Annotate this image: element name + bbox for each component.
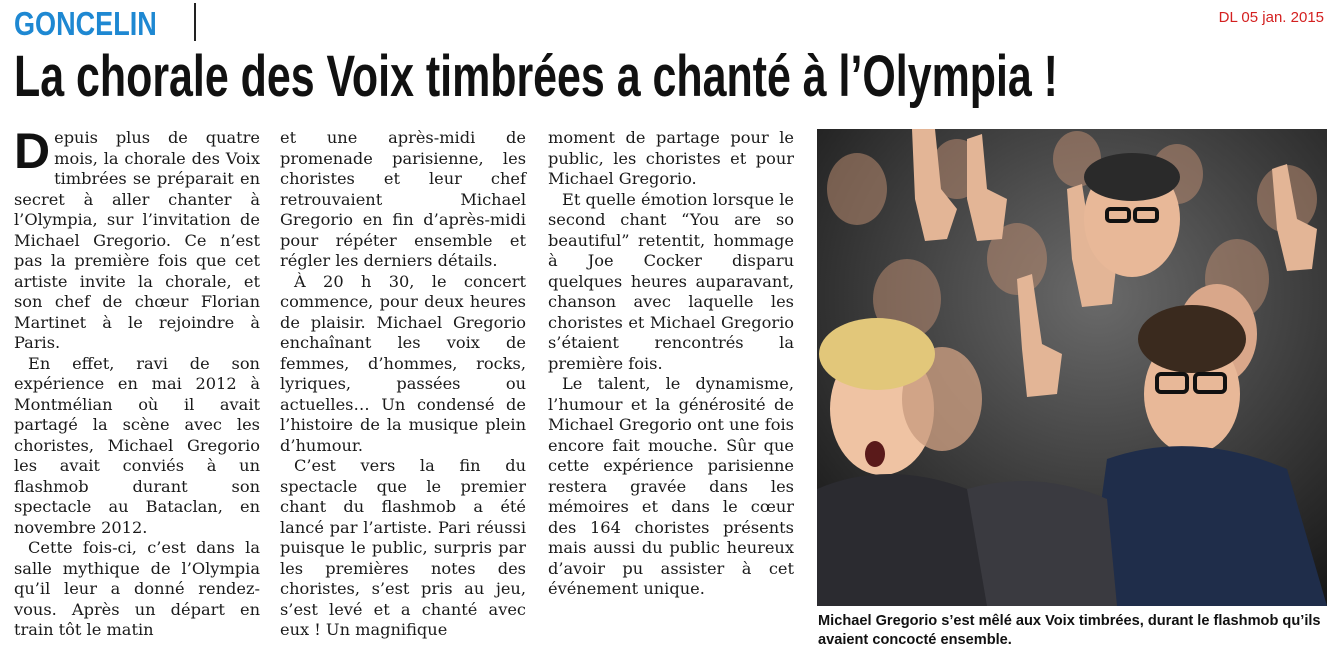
paragraph: À 20 h 30, le concert commence, pour deux heures de plaisir. Michael Gregorio enchaînant les voix de femmes, d’hommes, rocks, lyriques, passées ou actuelles… Un condensé de l’histoire de la musique plein d’humour.	[280, 271, 526, 455]
paragraph: moment de partage pour le public, les choristes et pour Michael Gregorio.	[548, 128, 794, 188]
article-column-1	[14, 123, 260, 641]
kicker-divider	[194, 3, 196, 41]
drop-cap: D	[14, 123, 51, 179]
paragraph: En effet, ravi de son expérience en mai 2012 à Montmélian où il avait partagé la scène avec les choristes, Michael Gregorio les avait conviés à un flashmob durant son spectacle au Bataclan, en novembre 2012.	[14, 353, 260, 537]
paragraph: Et quelle émotion lorsque le second chant “You are so beautiful” retentit, hommage à Joe Cocker disparu quelques heures auparavant, chanson avec laquelle les choristes et Michael Gregorio s’étaient rencontrés la première fois.	[548, 189, 794, 373]
section-kicker: GONCELIN	[14, 5, 157, 42]
paragraph: Depuis plus de quatre mois, la chorale des Voix timbrées se préparait en secret à aller chanter à l’Olympia, sur l’invitation de Michael Gregorio. Ce n’est pas la première fois que cet artiste invite la chorale, et son chef de chœur Florian Martinet à le rejoindre à Paris.	[14, 123, 260, 352]
photo-caption: Michael Gregorio s’est mêlé aux Voix timbrées, durant le flashmob qu’ils avaient concocté ensemble.	[818, 613, 1321, 648]
paragraph: Cette fois-ci, c’est dans la salle mythique de l’Olympia qu’il leur a donné rendez-vous. Après un départ en train tôt le matin	[14, 538, 260, 639]
paragraph: et une après-midi de promenade parisienne, les choristes et leur chef retrouvaient Michael Gregorio en fin d’après-midi pour répéter ensemble et régler les derniers détails.	[280, 128, 526, 270]
dateline: DL 05 jan. 2015	[1218, 9, 1324, 26]
crowd-photo-icon	[817, 129, 1327, 606]
article-column-2	[280, 128, 526, 641]
paragraph: C’est vers la fin du spectacle que le premier chant du flashmob a été lancé par l’artiste. Pari réussi puisque le public, surpris par les premières notes des choristes, s’est pris au jeu, s’est levé et a chanté avec eux ! Un magnifique	[280, 456, 526, 639]
crowd-photo	[817, 129, 1327, 606]
headline: La chorale des Voix timbrées a chanté à l’Olympia !	[14, 44, 1058, 109]
paragraph: Le talent, le dynamisme, l’humour et la générosité de Michael Gregorio ont une fois encore fait mouche. Sûr que cette expérience parisienne restera gravée dans les mémoires et dans le cœur des 164 choristes présents mais aussi du public heureux d’avoir pu assister à cet événement unique.	[548, 374, 794, 598]
article-column-3	[548, 128, 794, 600]
